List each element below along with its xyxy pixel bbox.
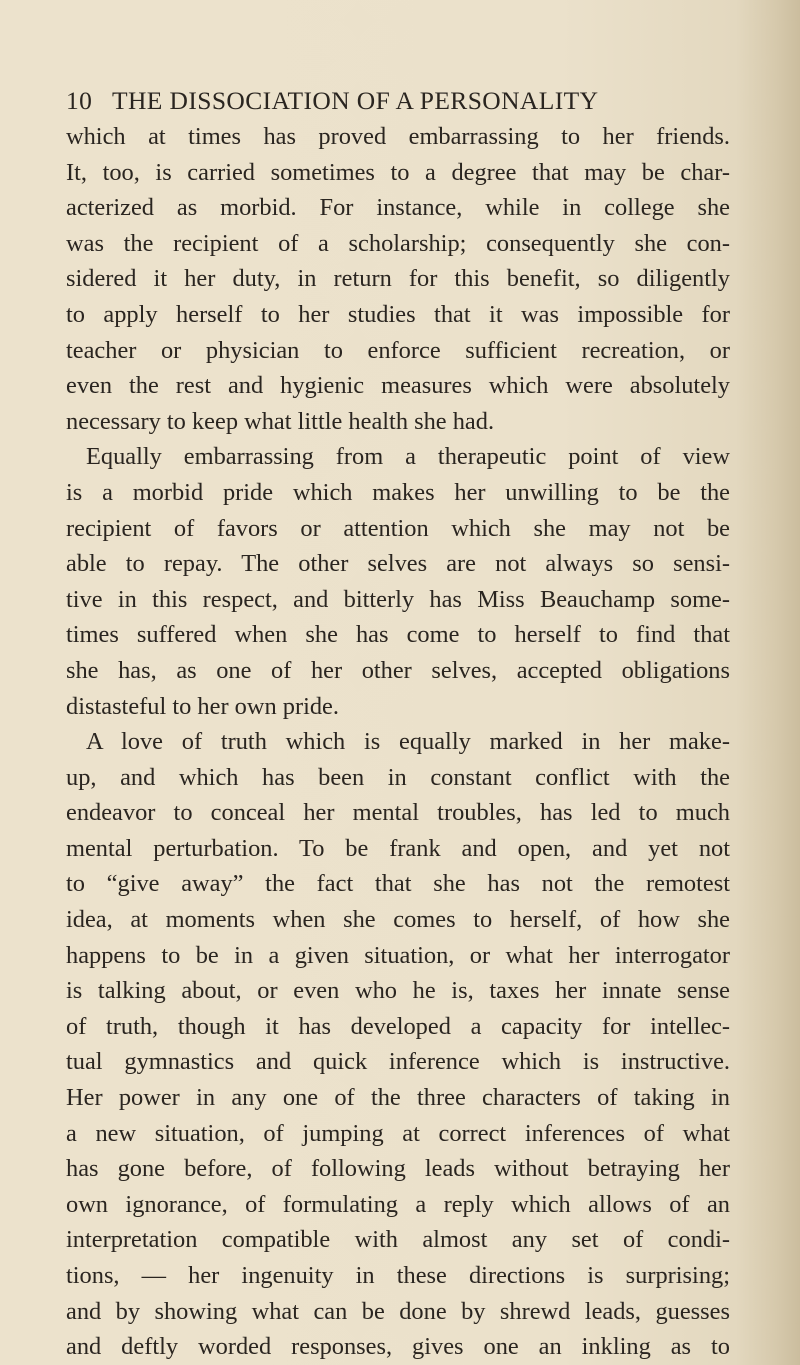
text-line: endeavor to conceal her mental troubles, has led to much <box>66 799 730 827</box>
text-line: necessary to keep what little health she had. <box>66 407 495 435</box>
text-line: mental perturbation. To be frank and open, and yet not <box>66 834 730 862</box>
running-title: THE DISSOCIATION OF A PERSONALITY <box>112 86 599 115</box>
text-line: which at times has proved embarrassing to her friends. <box>66 123 730 150</box>
text-line: tive in this respect, and bitterly has Miss Beauchamp some- <box>66 585 730 613</box>
text-line: acterized as morbid. For instance, while in college she <box>66 194 730 222</box>
text-line: Her power in any one of the three characters of taking in <box>66 1084 730 1112</box>
text-line: able to repay. The other selves are not always so sensi- <box>66 550 730 578</box>
text-line: even the rest and hygienic measures which were absolutely <box>66 372 730 400</box>
text-line: of truth, though it has developed a capacity for intellec- <box>66 1012 730 1040</box>
text-line: is talking about, or even who he is, taxes her innate sense <box>66 977 730 1005</box>
text-line: distasteful to her own pride. <box>66 692 339 720</box>
text-line: interpretation compatible with almost any set of condi- <box>66 1226 730 1254</box>
text-line: to apply herself to her studies that it was impossible for <box>66 300 730 328</box>
text-line: is a morbid pride which makes her unwilling to be the <box>66 478 730 506</box>
text-line: tual gymnastics and quick inference which is instructive. <box>66 1048 730 1076</box>
text-line: has gone before, of following leads without betraying her <box>66 1155 730 1183</box>
text-line: teacher or physician to enforce sufficient recreation, or <box>66 336 730 364</box>
text-line: up, and which has been in constant conflict with the <box>66 763 730 791</box>
page-number: 10 <box>66 86 93 115</box>
text-line: Equally embarrassing from a therapeutic point of view <box>86 443 730 471</box>
text-line: and by showing what can be done by shrewd leads, guesses <box>66 1297 730 1325</box>
text-line: A love of truth which is equally marked in her make- <box>86 728 730 756</box>
text-line: she has, as one of her other selves, accepted obligations <box>66 656 730 684</box>
body-text <box>66 119 730 1365</box>
text-line: own ignorance, of formulating a reply which allows of an <box>66 1190 730 1218</box>
text-line: It, too, is carried sometimes to a degree that may be char- <box>66 158 730 186</box>
text-line: sidered it her duty, in return for this benefit, so diligently <box>66 265 730 293</box>
text-line: times suffered when she has come to herself to find that <box>66 621 730 649</box>
text-line: and deftly worded responses, gives one an inkling as to <box>66 1333 730 1361</box>
text-line: to “give away” the fact that she has not the remotest <box>66 870 730 898</box>
text-line: was the recipient of a scholarship; consequently she con- <box>66 229 730 257</box>
running-header <box>66 86 716 116</box>
text-line: happens to be in a given situation, or what her interrogator <box>66 941 730 969</box>
text-line: idea, at moments when she comes to herself, of how she <box>66 906 730 934</box>
text-line: recipient of favors or attention which she may not be <box>66 514 730 542</box>
text-line: tions, — her ingenuity in these directions is surprising; <box>66 1262 730 1289</box>
text-line: a new situation, of jumping at correct inferences of what <box>66 1119 730 1147</box>
